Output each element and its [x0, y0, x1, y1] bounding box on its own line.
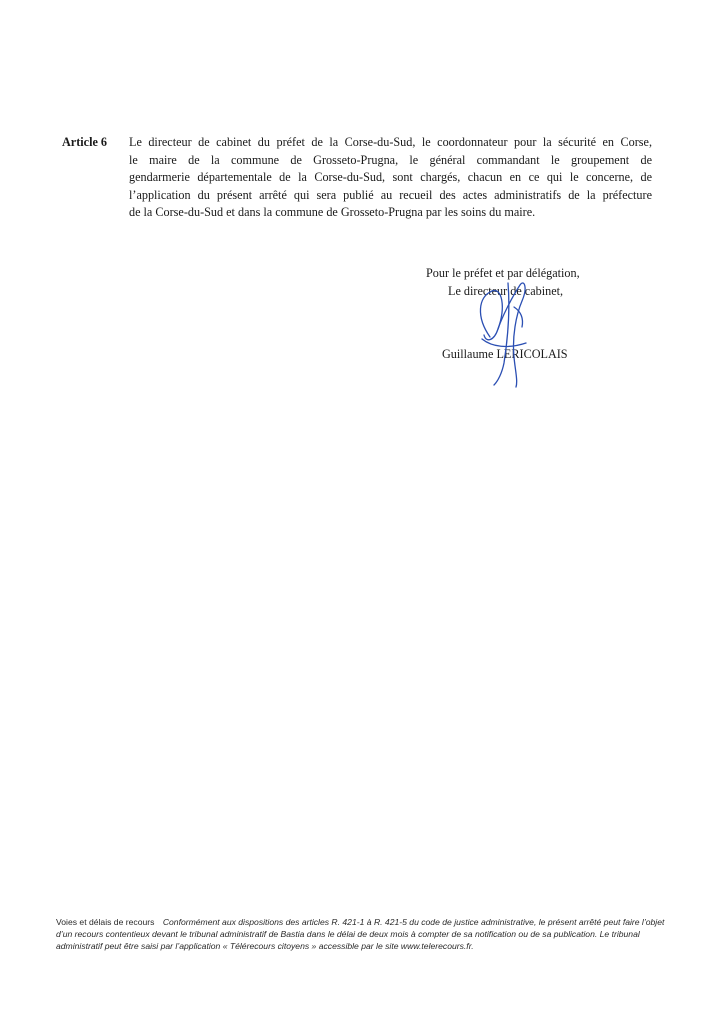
signatory-name: Guillaume LERICOLAIS	[442, 347, 568, 362]
article-6	[62, 134, 652, 222]
article-line: de la Corse-du-Sud et dans la commune de Grosseto-Prugna par les soins du maire.	[129, 205, 536, 220]
article-line: Le directeur de cabinet du préfet de la Corse-du-Sud, le coordonnateur pour la sécurité en Corse,	[129, 135, 652, 149]
appeal-notice-body: Conformément aux dispositions des articles R. 421-1 à R. 421-5 du code de justice administrative, le présent arrêté peut faire l’objet d’un recours contentieux devant le tribunal administratif de Bastia dans le délai de deux mois à compter de sa notification ou de sa publication. Le tribunal administratif peut être saisi par l’application « Télérecours citoyens » accessible par le site www.telerecours.fr.	[56, 917, 665, 952]
signature-delegation: Pour le préfet et par délégation,	[426, 266, 580, 280]
article-body	[129, 134, 652, 222]
article-line: l’application du présent arrêté qui sera publié au recueil des actes administratifs de la préfecture	[129, 187, 652, 202]
article-label: Article 6	[62, 135, 108, 149]
signature-title: Le directeur de cabinet,	[448, 283, 564, 298]
handwritten-signature	[468, 277, 538, 389]
article-line: le maire de la commune de Grosseto-Prugna, le général commandant le groupement de	[129, 152, 652, 167]
article-line: gendarmerie départementale de la Corse-du-Sud, sont chargés, chacun en ce qui le concerne, de	[129, 170, 652, 185]
appeal-notice	[56, 916, 666, 953]
appeal-notice-heading: Voies et délais de recours	[56, 917, 155, 927]
